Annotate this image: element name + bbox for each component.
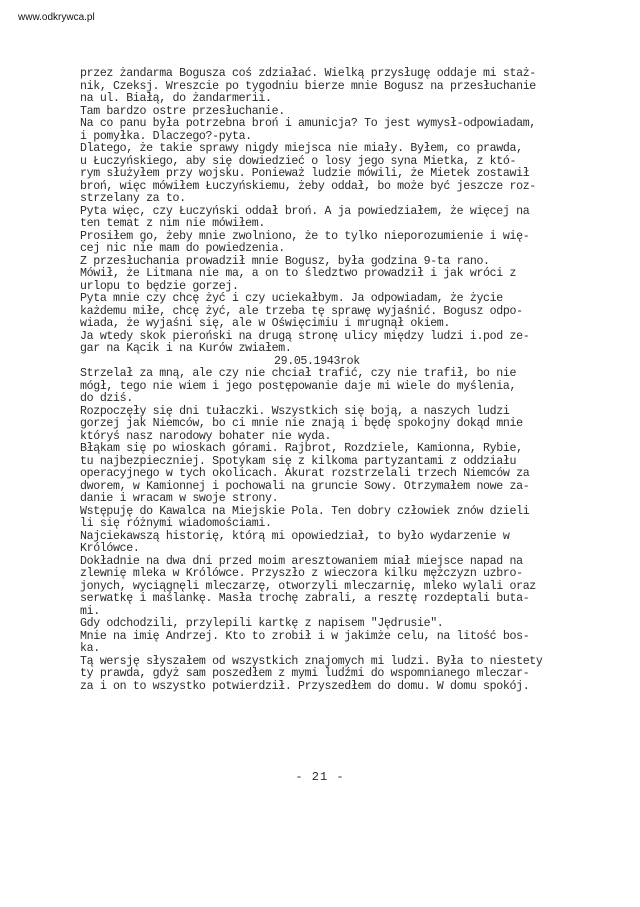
text-line: ty prawda, gdyż sam poszedłem z mymi ludźmi do wspomnianego mleczar-	[80, 667, 530, 680]
text-line: Mówił, że Litmana nie ma, a on to śledztwo prowadził i jak wróci z	[80, 267, 517, 280]
typewritten-page	[80, 68, 628, 693]
text-line: zlewnię mleka w Królówce. Przyszło z wieczora kilku mężczyzn uzbro-	[80, 567, 523, 580]
text-line: Pyta więc, czy Łuczyński oddał broń. A ja powiedziałem, że więcej na	[80, 204, 530, 218]
text-line: danie i wracam w swoje strony.	[80, 492, 279, 505]
text-line: Na co panu była potrzebna broń i amunicja? To jest wymysł-odpowiadam,	[80, 117, 536, 130]
text-line: Gdy odchodzili, przylepili kartkę z napisem "Jędrusie".	[80, 617, 444, 630]
text-line: ka.	[80, 642, 100, 655]
text-line: Z przesłuchania prowadził mnie Bogusz, była godzina 9-ta rano.	[80, 254, 490, 268]
text-line: Dlatego, że takie sprawy nigdy miejsca nie miały. Byłem, co prawda,	[80, 142, 523, 155]
text-line: i pomyłka. Dlaczego?-pyta.	[80, 129, 252, 143]
text-line: nik, Czeksj. Wreszcie po tygodniu bierze mnie Bogusz na przesłuchanie	[80, 79, 536, 93]
text-line: Prosiłem go, żeby mnie zwolniono, że to tylko nieporozumienie i wię-	[80, 229, 530, 243]
text-line: li się różnymi wiadomościami.	[80, 517, 272, 530]
text-line: za i on to wszystko potwierdził. Przyszedłem do domu. W domu spokój.	[80, 679, 530, 693]
text-line: jonych, wyciągnęli mleczarzę, otworzyli mleczarnię, mleko wylali oraz	[80, 579, 536, 593]
text-line: Tam bardzo ostre przesłuchanie.	[80, 104, 285, 118]
text-line: urlopu to będzie gorzej.	[80, 279, 239, 293]
text-line: Dokładnie na dwa dni przed moim aresztowaniem miał miejsce napad na	[80, 554, 523, 568]
text-line: wiada, że wyjaśni się, ale w Oświęcimiu i mrugnął okiem.	[80, 317, 451, 330]
text-line: mi.	[80, 604, 100, 618]
text-line: Błąkam się po wioskach górami. Rajbrot, Rozdziele, Kamionna, Rybie,	[80, 442, 523, 455]
text-line: Wstępuję do Kawalca na Miejskie Pola. Ten dobry człowiek znów dzieli	[80, 504, 530, 518]
text-line: cej nic nie mam do powiedzenia.	[80, 242, 285, 255]
text-line: strzelany za to.	[80, 192, 186, 205]
text-line: tu najbezpieczniej. Spotykam się z kilkoma partyzantami z oddziału	[80, 454, 517, 468]
date-line: 29.05.1943rok	[274, 354, 360, 368]
text-line: Królówce.	[80, 542, 140, 555]
text-line: gorzej jak Niemców, bo ci mnie nie znają i będę spokojny dokąd mnie	[80, 417, 523, 430]
text-line: któryś nasz narodowy bohater nie wyda.	[80, 429, 332, 443]
text-line: mógł, tego nie wiem i jego postępowanie daje mi wiele do myślenia,	[80, 379, 517, 393]
text-line: u Łuczyńskiego, aby się dowiedzieć o losy jego syna Mietka, z któ-	[80, 154, 517, 168]
text-line: Najciekawszą historię, którą mi opowiedział, to było wydarzenie w	[80, 529, 510, 543]
text-line: Pyta mnie czy chcę żyć i czy uciekałbym. Ja odpowiadam, że życie	[80, 292, 503, 305]
text-line: serwatkę i maślankę. Masła trochę zabrali, a resztę rozdeptali buta-	[80, 592, 530, 605]
text-line: broń, więc mówiłem Łuczyńskiemu, żeby oddał, bo może być jeszcze roz-	[80, 179, 536, 193]
text-line: operacyjnego w tych okolicach. Akurat rozstrzelali trzech Niemców za	[80, 467, 530, 480]
text-line: na ul. Białą, do żandarmerii.	[80, 92, 272, 105]
text-line: przez żandarma Bogusza coś zdziałać. Wielką przysługę oddaje mi staż-	[80, 67, 536, 80]
text-line: Rozpoczęły się dni tułaczki. Wszystkich się boją, a naszych ludzi	[80, 404, 510, 418]
text-line: Strzelał za mną, ale czy nie chciał trafić, czy nie trafił, bo nie	[80, 367, 517, 380]
watermark: www.odkrywca.pl	[18, 12, 95, 23]
text-line: każdemu miłe, chcę żyć, ale trzeba tę sprawę wyjaśnić. Bogusz odpo-	[80, 304, 523, 318]
page-number: - 21 -	[295, 770, 345, 784]
text-line: gar na Kącik i na Kurów zwiałem.	[80, 342, 292, 355]
text-line: do dziś.	[80, 392, 133, 405]
text-line: Ja wtedy skok pieroński na drugą stronę ulicy między ludzi i.pod ze-	[80, 329, 530, 343]
text-line: dworem, w Kamionnej i pochowali na gruncie Sowy. Otrzymałem nowe za-	[80, 479, 530, 493]
text-line: rym służyłem przy wojsku. Ponieważ ludzie mówili, że Mietek zostawił	[80, 167, 530, 180]
text-line: Tą wersję słyszałem od wszystkich znajomych mi ludzi. Była to niestety	[80, 654, 543, 668]
text-line: ten temat z nim nie mówiłem.	[80, 217, 266, 230]
text-line: Mnie na imię Andrzej. Kto to zrobił i w jakimże celu, na litość bos-	[80, 629, 530, 643]
